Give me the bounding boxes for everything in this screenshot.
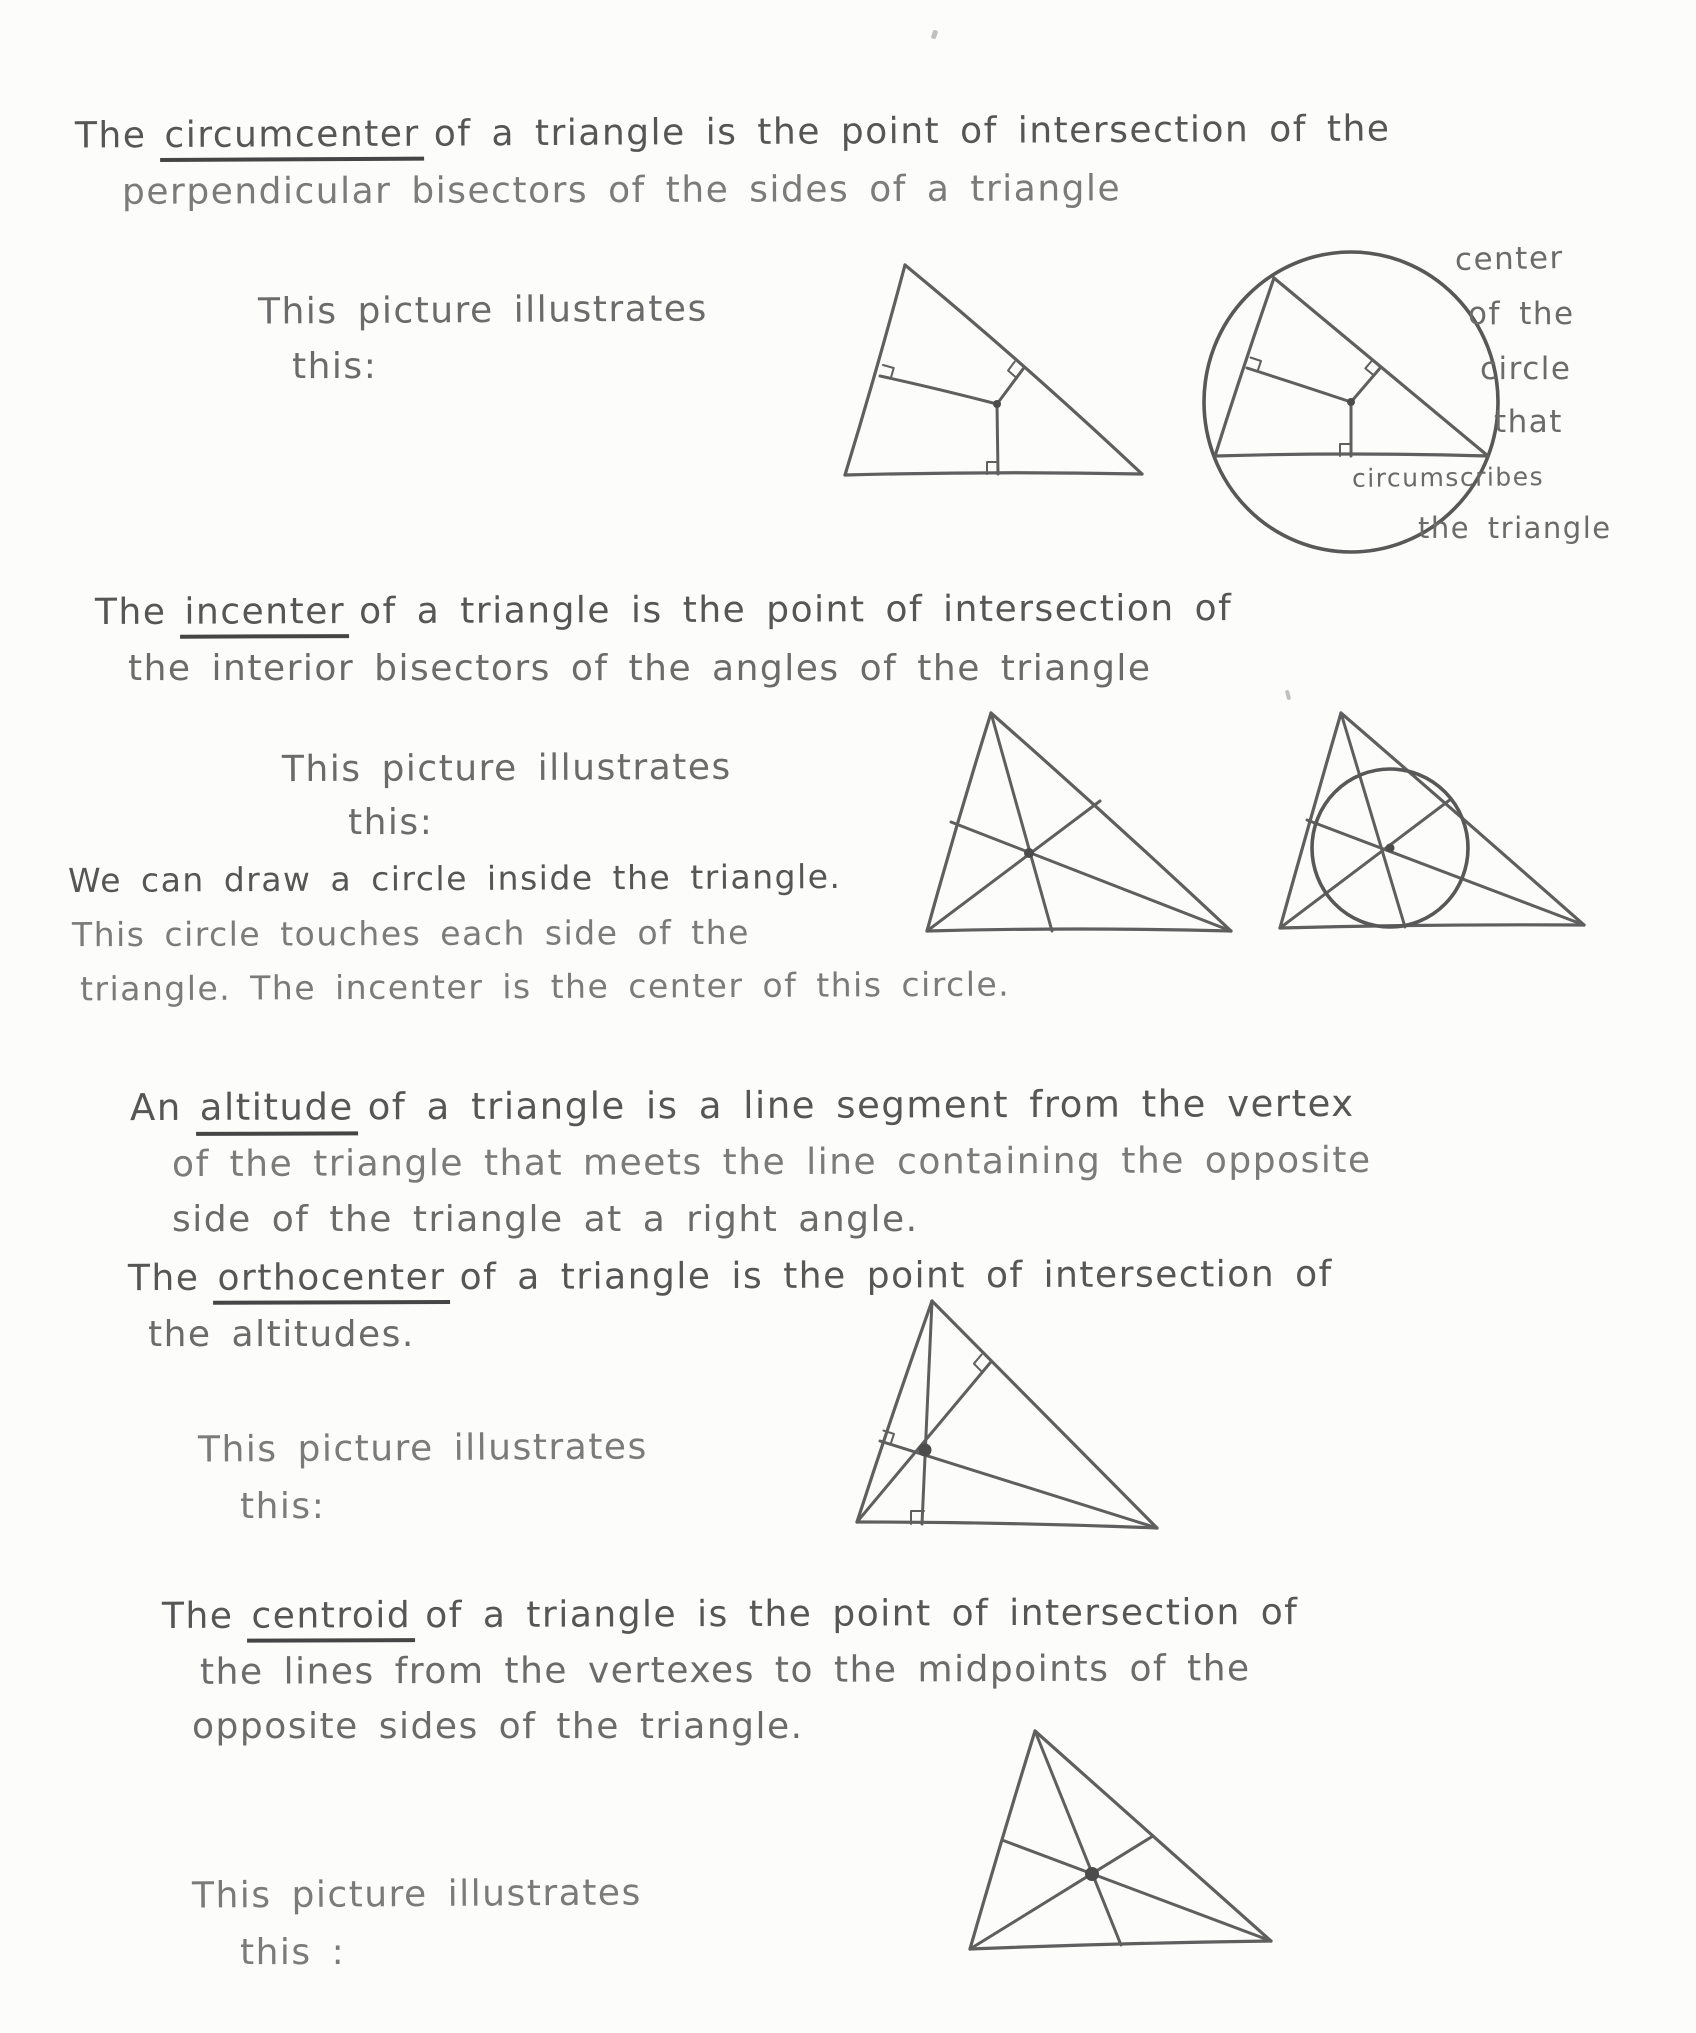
definition-prefix: The [161,1595,234,1637]
incenter-point [1386,844,1395,853]
angle-bisector [1307,820,1584,925]
centroid-caption-line1: This picture illustrates [191,1872,642,1917]
centroid-definition-line1 [162,1592,1299,1643]
incenter-note-line1: We can draw a circle inside the triangle. [67,856,842,901]
definition-rest: of a triangle is the point of intersection of the [433,108,1391,155]
triangle-left-side [1215,278,1274,456]
orthocenter-definition-line2: the altitudes. [148,1314,415,1355]
incenter-note-line3: triangle. The incenter is the center of this circle. [79,964,1011,1009]
orthocenter-caption-line1: This picture illustrates [197,1426,648,1471]
incenter-triangle-diagram [915,700,1245,945]
incenter-note-line2: This circle touches each side of the [71,912,750,955]
circle-label-of-the: of the [1468,296,1575,332]
circle-label-circumscribes: circumscribes [1351,462,1545,493]
scan-speck [1285,690,1291,701]
incenter-caption-line1: This picture illustrates [281,746,732,791]
term-orthocenter: orthocenter [213,1257,449,1305]
orthocenter-triangle-diagram [840,1293,1170,1543]
incenter-caption-line2: this: [348,802,434,843]
term-altitude: altitude [196,1086,358,1135]
triangle-left-side [927,713,991,931]
triangle-bottom-side [927,929,1231,931]
triangle-bottom-side [1280,925,1584,928]
perpendicular-bisector [1247,368,1351,402]
definition-prefix: The [127,1257,200,1300]
altitude-definition-line1 [130,1083,1355,1136]
centroid-caption-line2: this : [240,1932,346,1973]
right-angle-mark [1365,360,1374,375]
definition-prefix: The [74,115,147,157]
circumcenter-point [1347,398,1355,406]
definition-prefix: The [94,591,167,633]
altitude-definition-line3: side of the triangle at a right angle. [172,1199,919,1240]
definition-rest: of a triangle is a line segment from the vertex [367,1081,1355,1129]
scan-speck [931,29,939,39]
circumcenter-caption-line2: this: [292,346,378,387]
circumcenter-definition-line2: perpendicular bisectors of the sides of a triangle [121,168,1122,213]
perpendicular-bisector [1351,367,1381,402]
angle-bisector [927,801,1100,931]
circumcenter-caption-line1: This picture illustrates [257,288,708,333]
triangle-bottom-side [857,1522,1157,1528]
definition-rest: of a triangle is the point of intersection of [359,588,1233,633]
altitude-definition-line2: of the triangle that meets the line containing the opposite [171,1139,1372,1186]
angle-bisector [991,713,1052,931]
circle-label-center: center [1454,240,1565,278]
median-line [1035,1731,1121,1945]
definition-prefix: An [129,1085,182,1130]
circumcenter-definition-line1 [75,109,1391,163]
term-incenter: incenter [180,591,349,639]
definition-rest: of a triangle is the point of intersection of [459,1253,1333,1298]
perpendicular-bisector [880,376,997,404]
definition-rest: of a triangle is the point of intersection of [425,1592,1299,1637]
incenter-definition-line1 [95,588,1232,639]
right-angle-mark [1008,362,1016,378]
incircle-triangle-diagram [1270,700,1600,940]
perpendicular-bisector [997,369,1023,404]
triangle-left-side [845,265,905,475]
circle-label-that: that [1494,404,1563,440]
angle-bisector [1341,713,1405,927]
centroid-triangle-diagram [955,1713,1285,1958]
right-angle-mark [974,1355,982,1373]
incenter-definition-line2: the interior bisectors of the angles of the triangle [128,648,1152,689]
circle-label-the-triangle: the triangle [1418,511,1612,545]
median-line [1002,1840,1271,1941]
centroid-point [1085,1867,1099,1881]
orthocenter-caption-line2: this: [240,1486,326,1527]
circumcenter-triangle-diagram [835,252,1155,492]
perpendicular-bisector [997,404,998,474]
circle-label-circle: circle [1480,351,1572,387]
term-centroid: centroid [247,1595,415,1643]
orthocenter-point [919,1444,932,1457]
term-circumcenter: circumcenter [160,114,424,163]
triangle-left-side [857,1301,932,1522]
angle-bisector [951,822,1231,931]
incenter-point [1024,848,1034,858]
altitude-line [922,1301,932,1524]
triangle-right-side [991,713,1231,931]
centroid-definition-line3: opposite sides of the triangle. [192,1706,804,1747]
centroid-definition-line2: the lines from the vertexes to the midpoints of the [199,1648,1251,1693]
circumcenter-point [993,400,1001,408]
triangle-bottom-side [845,473,1142,475]
